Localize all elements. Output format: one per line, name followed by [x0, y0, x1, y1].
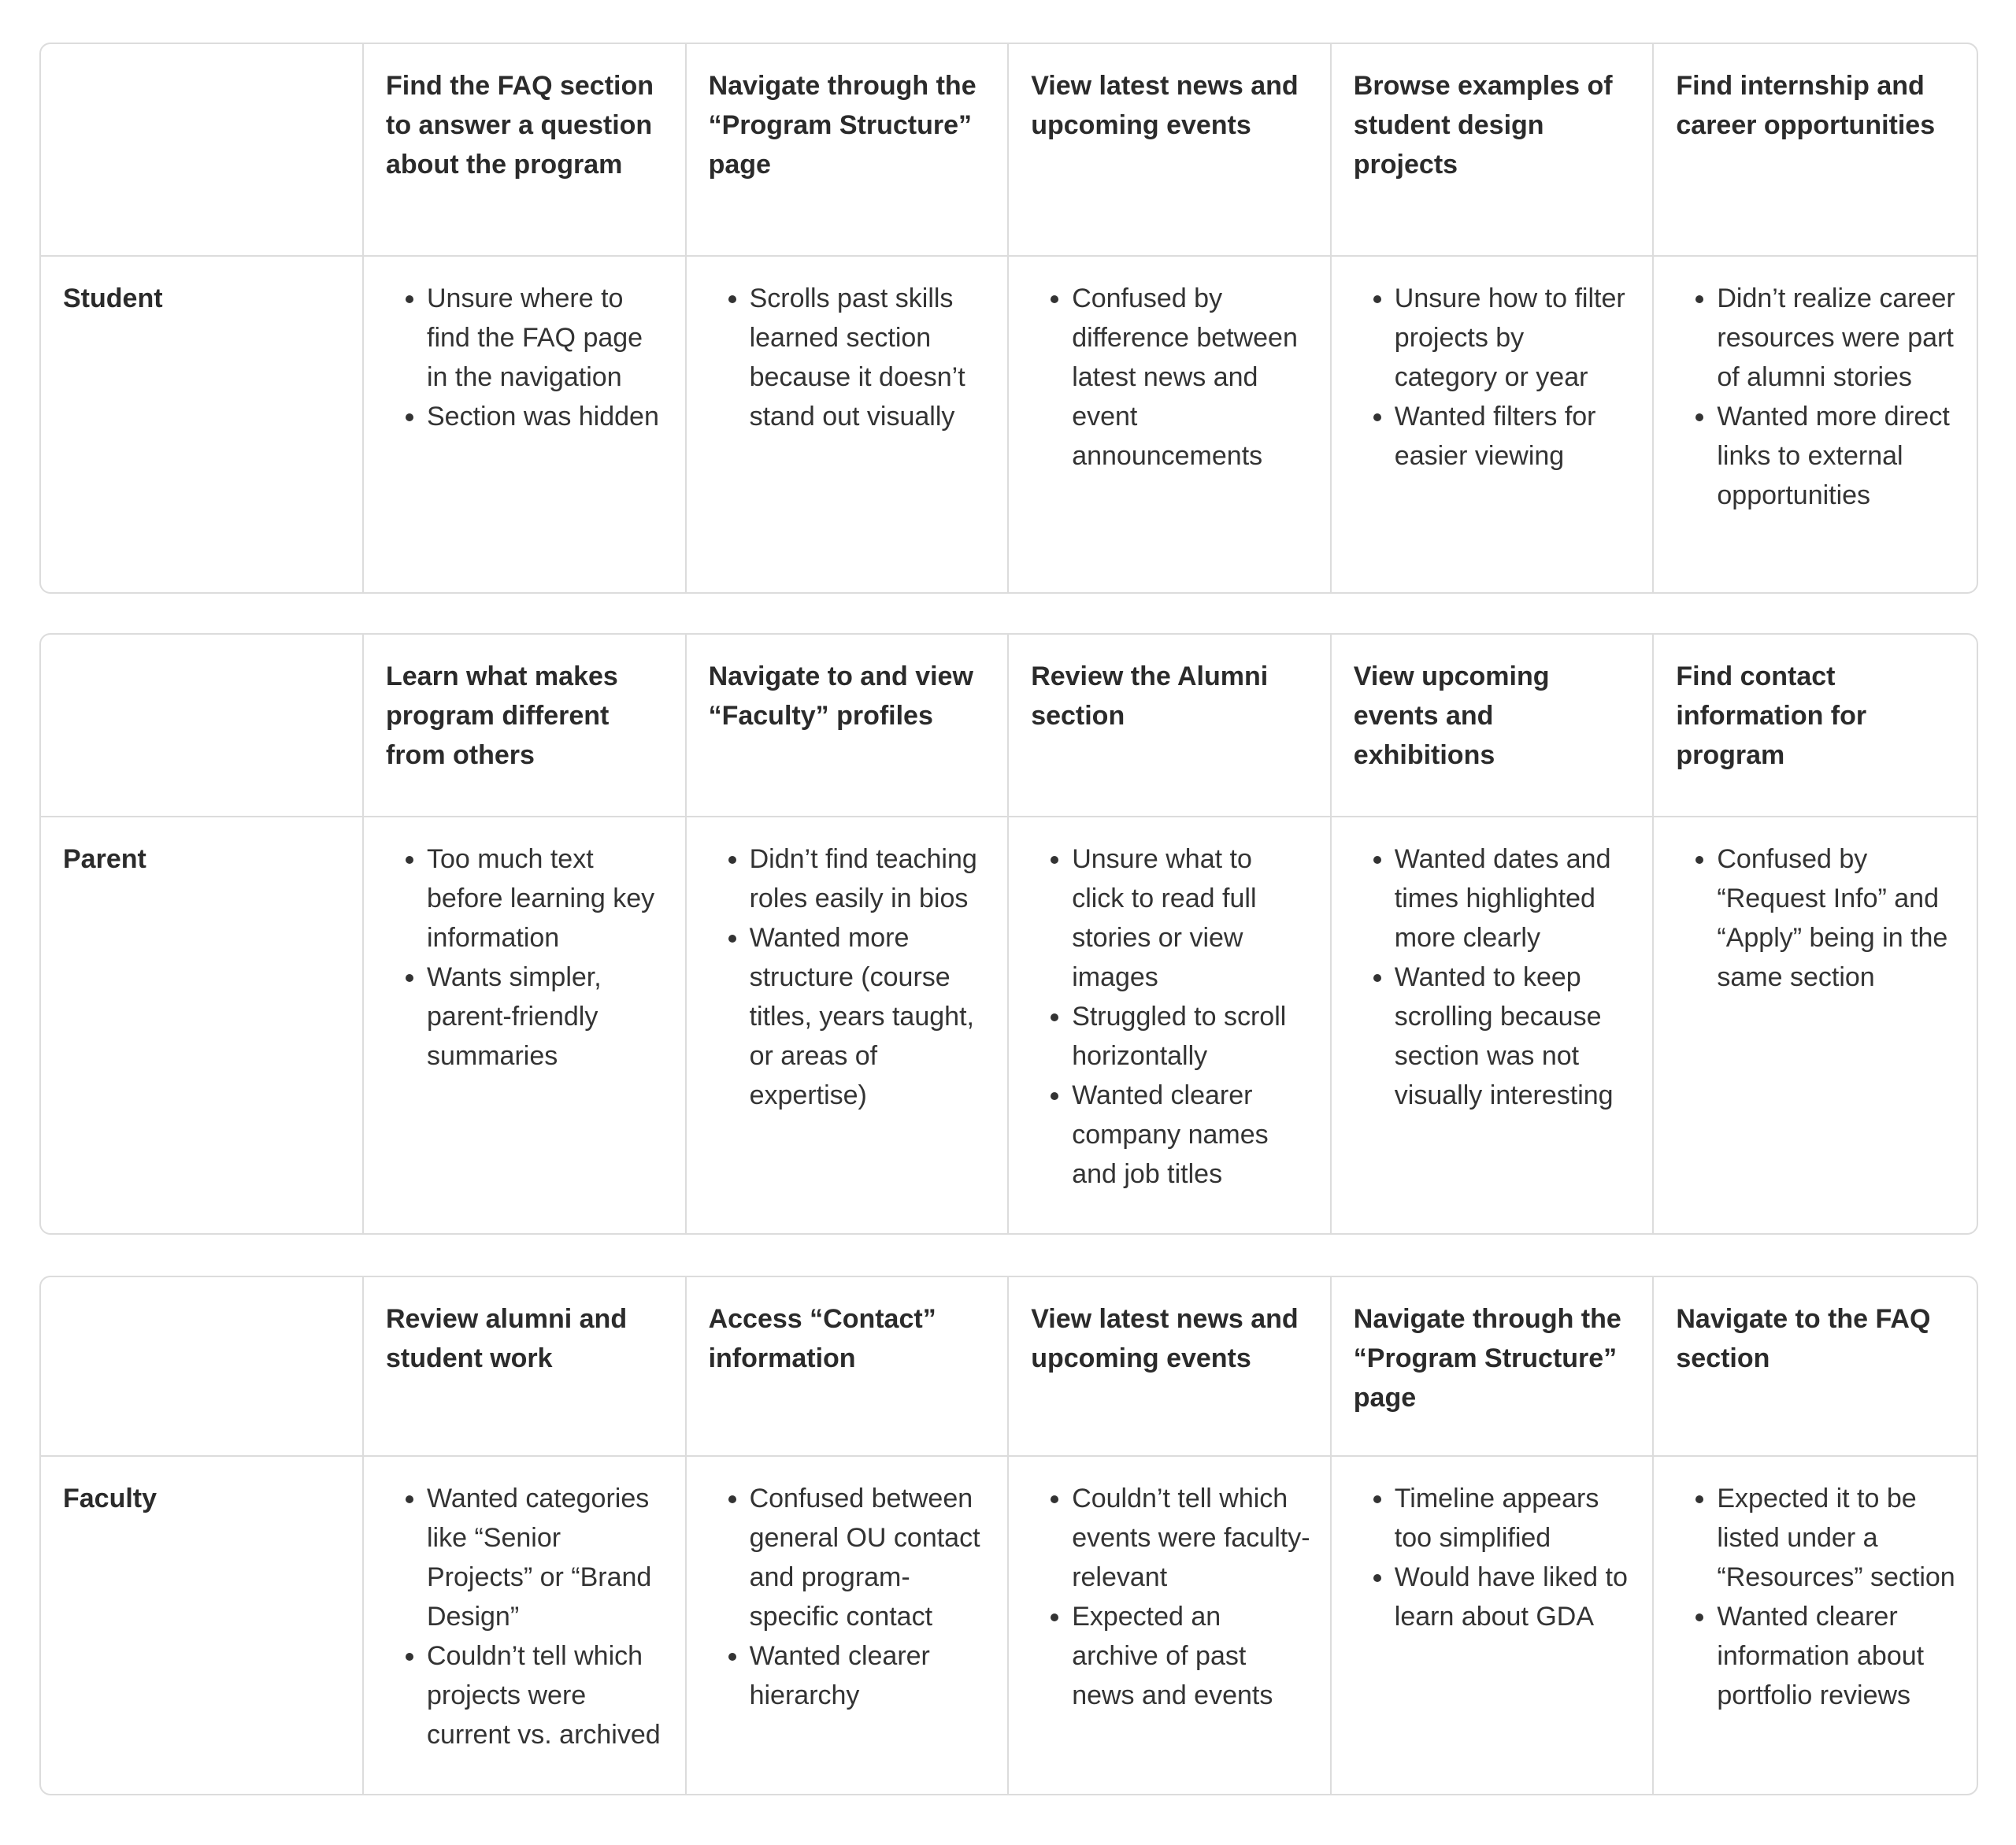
issue-item: • Wanted dates and times highlighted more clearly: [1395, 839, 1634, 958]
corner-cell: [41, 635, 364, 817]
issue-item: • Section was hidden: [427, 397, 666, 436]
issue-list: [1031, 839, 1311, 1194]
findings-cell: [687, 817, 1010, 1233]
task-header-row: [41, 1277, 1977, 1457]
task-header: Find contact information for program: [1654, 635, 1977, 817]
issue-item: • Expected it to be listed under a “Resources” section: [1717, 1479, 1958, 1597]
task-header: Review the Alumni section: [1009, 635, 1332, 817]
issue-item: • Wanted clearer hierarchy: [750, 1636, 989, 1715]
findings-cell: [1654, 1457, 1977, 1794]
task-header: Learn what makes program different from others: [364, 635, 687, 817]
task-header: Navigate to and view “Faculty” profiles: [687, 635, 1010, 817]
task-header-row: [41, 635, 1977, 817]
issue-item: • Expected an archive of past news and events: [1072, 1597, 1311, 1715]
issue-list: [1676, 279, 1958, 515]
issue-item: • Too much text before learning key information: [427, 839, 666, 958]
findings-cell: [1009, 257, 1332, 592]
task-header: Browse examples of student design projects: [1332, 44, 1655, 257]
issue-list: [1031, 1479, 1311, 1715]
issue-list: [709, 1479, 989, 1715]
issue-item: • Confused by “Request Info” and “Apply” being in the same section: [1717, 839, 1958, 997]
issue-item: • Unsure where to find the FAQ page in the navigation: [427, 279, 666, 397]
findings-cell: [364, 257, 687, 592]
findings-cell: [687, 1457, 1010, 1794]
findings-row: [41, 257, 1977, 592]
role-label: Parent: [41, 817, 364, 1233]
issue-item: • Couldn’t tell which events were faculty-relevant: [1072, 1479, 1311, 1597]
issue-list: [386, 1479, 666, 1754]
task-header: Find internship and career opportunities: [1654, 44, 1977, 257]
issue-item: • Unsure what to click to read full stories or view images: [1072, 839, 1311, 997]
issue-item: • Didn’t find teaching roles easily in bios: [750, 839, 989, 918]
role-label: Faculty: [41, 1457, 364, 1794]
issue-item: • Wanted more structure (course titles, years taught, or areas of expertise): [750, 918, 989, 1115]
issue-item: • Wanted clearer company names and job titles: [1072, 1076, 1311, 1194]
persona-table-student: [39, 43, 1978, 594]
issue-item: • Scrolls past skills learned section because it doesn’t stand out visually: [750, 279, 989, 436]
issue-list: [386, 839, 666, 1076]
task-header: View latest news and upcoming events: [1009, 1277, 1332, 1457]
issue-item: • Wanted to keep scrolling because section was not visually interesting: [1395, 958, 1634, 1115]
issue-list: [1676, 1479, 1958, 1715]
issue-list: [1354, 839, 1634, 1115]
issue-item: • Unsure how to filter projects by category or year: [1395, 279, 1634, 397]
issue-item: • Wanted more direct links to external opportunities: [1717, 397, 1958, 515]
issue-item: • Struggled to scroll horizontally: [1072, 997, 1311, 1076]
task-header: Navigate through the “Program Structure” page: [687, 44, 1010, 257]
findings-row: [41, 1457, 1977, 1794]
findings-cell: [1654, 257, 1977, 592]
findings-cell: [1654, 817, 1977, 1233]
issue-item: • Wanted clearer information about portfolio reviews: [1717, 1597, 1958, 1715]
findings-cell: [1332, 1457, 1655, 1794]
issue-list: [1676, 839, 1958, 997]
role-label: Student: [41, 257, 364, 592]
issue-item: • Would have liked to learn about GDA: [1395, 1558, 1634, 1636]
issue-item: • Timeline appears too simplified: [1395, 1479, 1634, 1558]
task-header-row: [41, 44, 1977, 257]
issue-list: [1354, 279, 1634, 476]
task-header: View upcoming events and exhibitions: [1332, 635, 1655, 817]
persona-table-faculty: [39, 1276, 1978, 1795]
issue-list: [1031, 279, 1311, 476]
issue-item: • Couldn’t tell which projects were current vs. archived: [427, 1636, 666, 1754]
corner-cell: [41, 44, 364, 257]
issue-item: • Confused by difference between latest news and event announcements: [1072, 279, 1311, 476]
findings-cell: [1009, 817, 1332, 1233]
issue-list: [709, 279, 989, 436]
corner-cell: [41, 1277, 364, 1457]
issue-list: [709, 839, 989, 1115]
issue-item: • Wanted categories like “Senior Projects” or “Brand Design”: [427, 1479, 666, 1636]
issue-list: [386, 279, 666, 436]
task-header: Access “Contact” information: [687, 1277, 1010, 1457]
task-header: Find the FAQ section to answer a question about the program: [364, 44, 687, 257]
persona-table-parent: [39, 633, 1978, 1235]
issue-item: • Confused between general OU contact and program-specific contact: [750, 1479, 989, 1636]
task-header: Review alumni and student work: [364, 1277, 687, 1457]
task-header: Navigate to the FAQ section: [1654, 1277, 1977, 1457]
findings-cell: [1332, 257, 1655, 592]
findings-cell: [687, 257, 1010, 592]
findings-cell: [364, 1457, 687, 1794]
issue-list: [1354, 1479, 1634, 1636]
task-header: Navigate through the “Program Structure” page: [1332, 1277, 1655, 1457]
findings-cell: [1009, 1457, 1332, 1794]
findings-cell: [1332, 817, 1655, 1233]
findings-cell: [364, 817, 687, 1233]
issue-item: • Wanted filters for easier viewing: [1395, 397, 1634, 476]
findings-row: [41, 817, 1977, 1233]
issue-item: • Wants simpler, parent-friendly summaries: [427, 958, 666, 1076]
issue-item: • Didn’t realize career resources were part of alumni stories: [1717, 279, 1958, 397]
task-header: View latest news and upcoming events: [1009, 44, 1332, 257]
